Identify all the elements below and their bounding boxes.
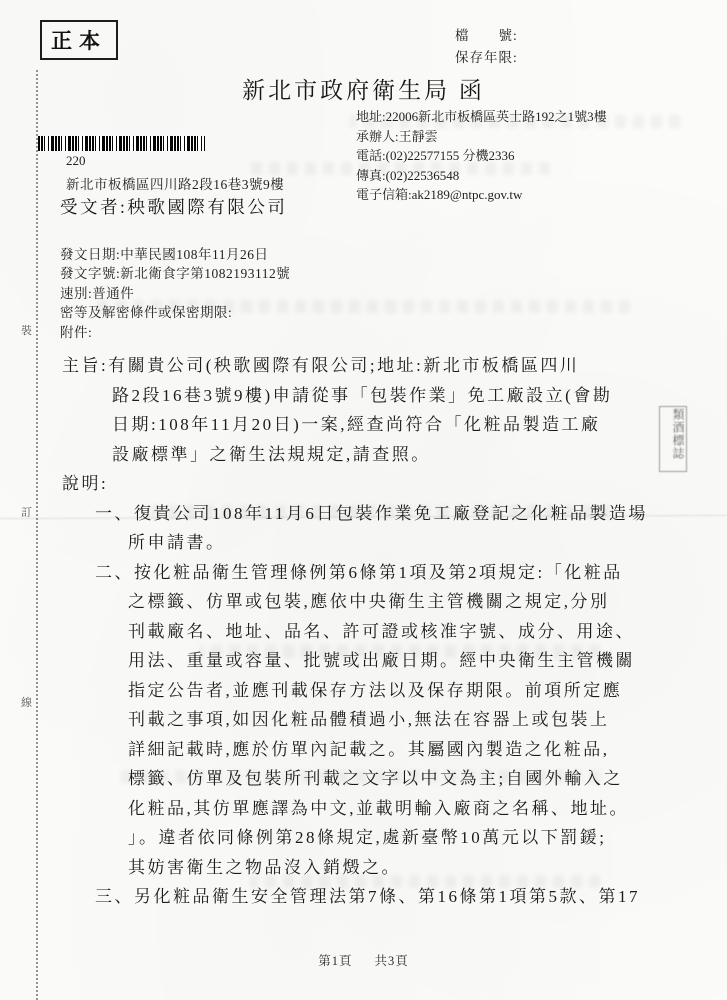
dispatch-attachment: 附件: bbox=[60, 324, 93, 340]
dispatch-date: 發文日期:中華民國108年11月26日 bbox=[60, 247, 269, 262]
explanation-item-1-line: 一、復貴公司108年11月6日包裝作業免工廠登記之化粧品製造場 bbox=[95, 503, 648, 523]
explanation-item-2-line: 其妨害衛生之物品沒入銷燬之。 bbox=[128, 857, 401, 877]
retention-label: 保存年限: bbox=[455, 50, 518, 65]
page-footer bbox=[0, 951, 727, 969]
recipient-line: 受文者:秧歌國際有限公司 bbox=[60, 197, 288, 217]
recipient-postal-code: 220 bbox=[66, 153, 86, 168]
agency-info-block bbox=[356, 107, 607, 205]
dispatch-ref-no: 發文字號:新北衛食字第1082193112號 bbox=[60, 266, 291, 282]
file-no-label: 檔 號: bbox=[455, 28, 518, 43]
explanation-item-2-line: 之標籤、仿單或包裝,應依中央衛生主管機關之規定,分別 bbox=[128, 592, 610, 611]
explanation-item-2-line: 用法、重量或容量、批號或出廠日期。經中央衛生主管機關 bbox=[128, 651, 635, 670]
side-stamp: 類酒標誌 bbox=[659, 406, 687, 472]
subject-line: 路2段16巷3號9樓)申請從事「包裝作業」免工廠設立(會勘 bbox=[112, 385, 613, 405]
dispatch-meta-block bbox=[60, 245, 290, 342]
agency-contact-person: 承辦人:王靜雲 bbox=[356, 128, 438, 144]
explanation-item-2-line: 標籤、仿單及包裝所刊載之文字以中文為主;自國外輸入之 bbox=[128, 769, 623, 788]
agency-fax: 傳真:(02)22536548 bbox=[356, 167, 460, 183]
margin-mark-binding: 裝 bbox=[21, 325, 32, 337]
margin-mark-staple: 訂 bbox=[21, 507, 32, 519]
subject-line: 日期:108年11月20日)一案,經查尚符合「化粧品製造工廠 bbox=[112, 415, 601, 434]
agency-phone: 電話:(02)22577155 分機2336 bbox=[356, 148, 515, 163]
explanation-item-2-line: 詳細記載時,應於仿單內記載之。其屬國內製造之化粧品, bbox=[128, 739, 610, 759]
agency-email: 電子信箱:ak2189@ntpc.gov.tw bbox=[356, 187, 523, 202]
barcode bbox=[38, 136, 205, 151]
letter-body bbox=[62, 351, 648, 912]
document-title: 新北市政府衛生局 函 bbox=[242, 78, 485, 103]
explanation-item-2-line: 二、按化粧品衛生管理條例第6條第1項及第2項規定:「化粧品 bbox=[95, 562, 623, 582]
binding-dotted-line bbox=[36, 70, 38, 1000]
explanation-item-2-line: 刊載廠名、地址、品名、許可證或核准字號、成分、用途、 bbox=[128, 621, 635, 641]
explanation-item-2-line: 」。違者依同條例第28條規定,處新臺幣10萬元以下罰鍰; bbox=[128, 828, 607, 847]
subject-line: 主旨:有關貴公司(秧歌國際有限公司;地址:新北市板橋區四川 bbox=[62, 356, 580, 375]
agency-address: 地址:22006新北市板橋區英士路192之1號3樓 bbox=[356, 109, 607, 124]
footer-page-total: 共3頁 bbox=[374, 954, 409, 968]
explanation-item-2-line: 化粧品,其仿單應譯為中文,並載明輸入廠商之名稱、地址。 bbox=[128, 798, 629, 818]
explanation-item-2-line: 刊載之事項,如因化粧品體積過小,無法在容器上或包裝上 bbox=[128, 710, 610, 729]
original-copy-stamp: 正本 bbox=[40, 20, 118, 60]
dispatch-security: 密等及解密條件或保密期限: bbox=[60, 305, 233, 321]
explanation-label: 說明: bbox=[62, 474, 109, 493]
dispatch-speed: 速別:普通件 bbox=[60, 285, 135, 301]
recipient-address: 新北市板橋區四川路2段16巷3號9樓 bbox=[66, 177, 285, 192]
subject-line: 設廠標準」之衛生法規規定,請查照。 bbox=[112, 444, 431, 464]
footer-page-number: 第1頁 bbox=[318, 954, 353, 968]
explanation-item-1-line: 所申請書。 bbox=[128, 533, 226, 552]
file-header bbox=[455, 25, 518, 69]
explanation-item-2-line: 指定公告者,並應刊載保存方法以及保存期限。前項所定應 bbox=[128, 680, 623, 700]
margin-mark-line: 線 bbox=[21, 697, 32, 709]
explanation-item-3-line: 三、另化粧品衛生安全管理法第7條、第16條第1項第5款、第17 bbox=[95, 887, 640, 906]
